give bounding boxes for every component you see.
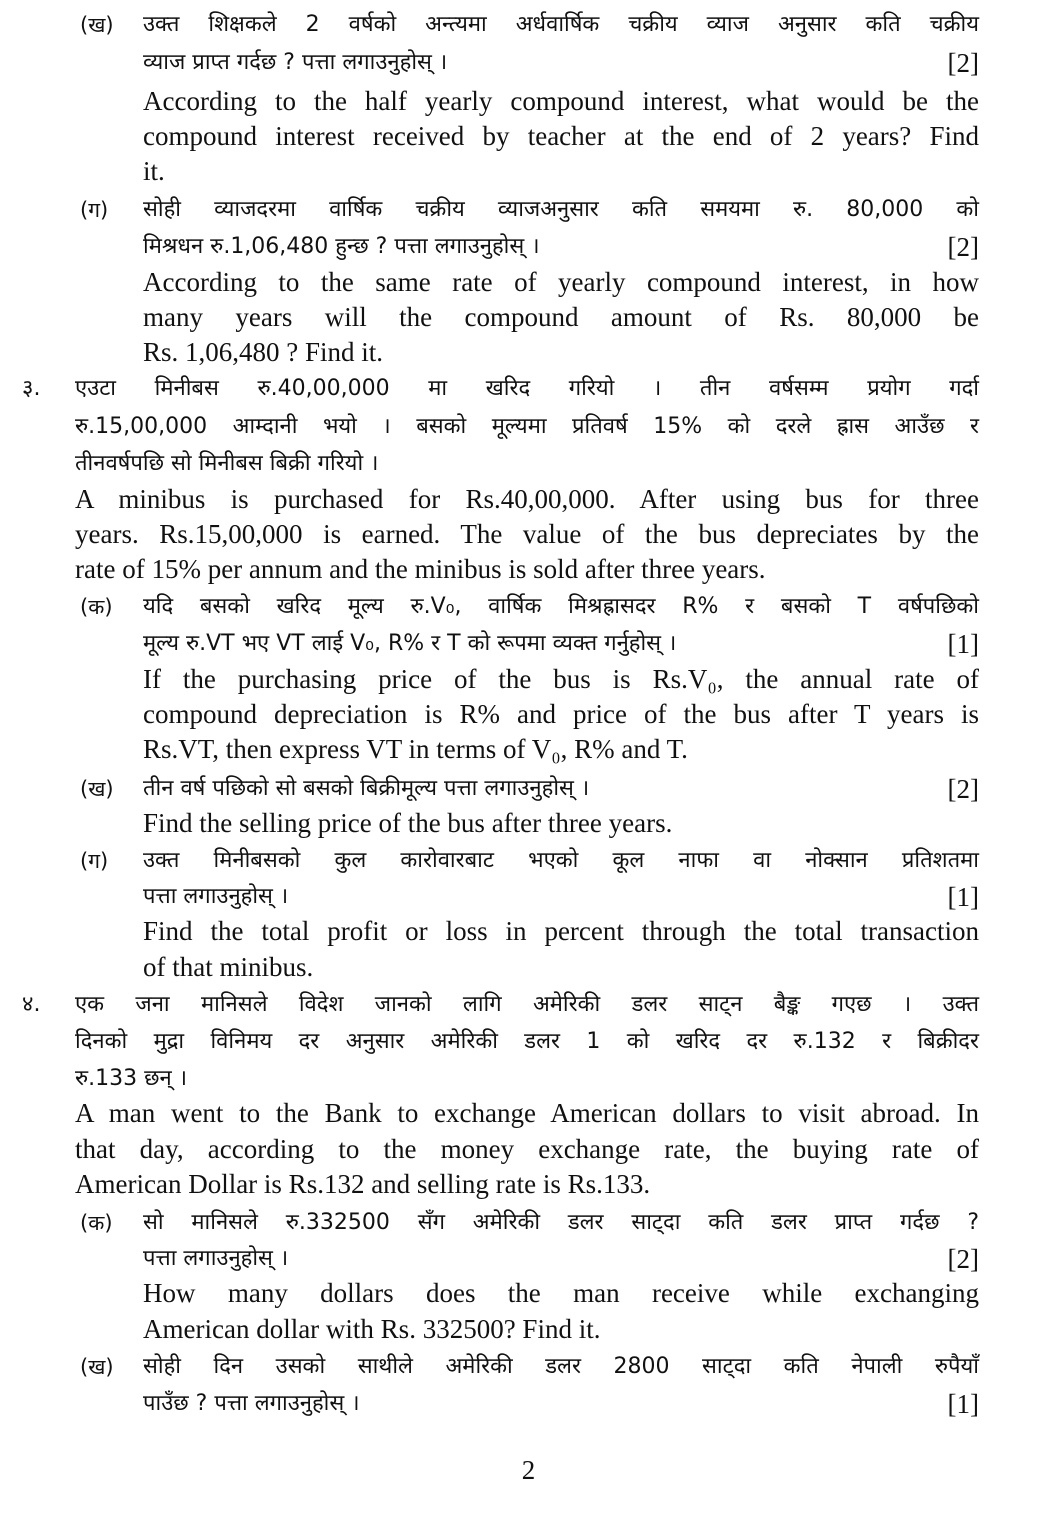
subq-label-2b: (ख) bbox=[80, 13, 114, 37]
q3-np-line-2: रु.15,00,000 आम्दानी भयो । बसको मूल्यमा प्रतिवर्ष 15% को दरले ह्रास आउँछ र bbox=[75, 414, 979, 439]
q3c-marks: [1] bbox=[947, 882, 979, 912]
q3c-np-line-1: उक्त मिनीबसको कुल कारोवारबाट भएको कूल नाफा वा नोक्सान प्रतिशतमा bbox=[143, 848, 979, 873]
q4b-np-line-2: पाउँछ ? पत्ता लगाउनुहोस् । bbox=[143, 1391, 360, 1416]
question-number-4: ४. bbox=[22, 992, 41, 1017]
q4-en-line-3: American Dollar is Rs.132 and selling rate is Rs.133. bbox=[75, 1169, 651, 1199]
q3a-en-line-1: If the purchasing price of the bus is Rs.V₀, the annual rate of bbox=[143, 664, 979, 694]
subq-label-4a: (क) bbox=[80, 1211, 113, 1235]
q3a-en-line-2: compound depreciation is R% and price of the bus after T years is bbox=[143, 699, 979, 729]
q4a-en-line-2: American dollar with Rs. 332500? Find it. bbox=[143, 1314, 601, 1344]
q4-en-line-2: that day, according to the money exchange rate, the buying rate of bbox=[75, 1134, 979, 1164]
q3b-np-line-1: तीन वर्ष पछिको सो बसको बिक्रीमूल्य पत्ता लगाउनुहोस् । bbox=[143, 776, 590, 801]
q2c-en-line-2: many years will the compound amount of Rs. 80,000 be bbox=[143, 302, 979, 332]
q4-np-line-1: एक जना मानिसले विदेश जानको लागि अमेरिकी डलर साट्न बैङ्क गएछ । उक्त bbox=[75, 992, 979, 1017]
q2b-np-line-2: व्याज प्राप्त गर्दछ ? पत्ता लगाउनुहोस् । bbox=[143, 50, 448, 75]
q4-np-line-3: रु.133 छन् । bbox=[75, 1066, 188, 1091]
subq-label-4b: (ख) bbox=[80, 1355, 114, 1379]
q4a-en-line-1: How many dollars does the man receive while exchanging bbox=[143, 1278, 979, 1308]
q4a-np-line-1: सो मानिसले रु.332500 सँग अमेरिकी डलर साट्दा कति डलर प्राप्त गर्दछ ? bbox=[143, 1210, 979, 1235]
q2c-en-line-1: According to the same rate of yearly compound interest, in how bbox=[143, 267, 979, 297]
q4b-np-line-1: सोही दिन उसको साथीले अमेरिकी डलर 2800 साट्दा कति नेपाली रुपैयाँ bbox=[143, 1354, 979, 1379]
q3-np-line-1: एउटा मिनीबस रु.40,00,000 मा खरिद गरियो । तीन वर्षसम्म प्रयोग गर्दा bbox=[75, 376, 979, 401]
q3b-en-line-1: Find the selling price of the bus after three years. bbox=[143, 808, 673, 838]
q2c-marks: [2] bbox=[947, 232, 979, 262]
q3a-en-line-3: Rs.VT, then express VT in terms of V₀, R% and T. bbox=[143, 734, 688, 764]
q3a-np-line-1: यदि बसको खरिद मूल्य रु.V₀, वार्षिक मिश्रह्रासदर R% र बसको T वर्षपछिको bbox=[143, 594, 979, 619]
q2b-np-line-1: उक्त शिक्षकले 2 वर्षको अन्त्यमा अर्धवार्षिक चक्रीय व्याज अनुसार कति चक्रीय bbox=[143, 12, 979, 37]
q4-en-line-1: A man went to the Bank to exchange American dollars to visit abroad. In bbox=[75, 1098, 979, 1128]
q2b-en-line-1: According to the half yearly compound interest, what would be the bbox=[143, 86, 979, 116]
q4a-np-line-2: पत्ता लगाउनुहोस् । bbox=[143, 1246, 289, 1271]
q3a-np-line-2: मूल्य रु.VT भए VT लाई V₀, R% र T को रूपमा व्यक्त गर्नुहोस् । bbox=[143, 631, 677, 656]
q4-np-line-2: दिनको मुद्रा विनिमय दर अनुसार अमेरिकी डलर 1 को खरिद दर रु.132 र बिक्रीदर bbox=[75, 1029, 979, 1054]
q2b-marks: [2] bbox=[947, 48, 979, 78]
q3b-marks: [2] bbox=[947, 774, 979, 804]
q2b-en-line-3: it. bbox=[143, 156, 165, 186]
q3c-np-line-2: पत्ता लगाउनुहोस् । bbox=[143, 884, 289, 909]
q2c-np-line-1: सोही व्याजदरमा वार्षिक चक्रीय व्याजअनुसार कति समयमा रु. 80,000 को bbox=[143, 197, 979, 222]
q3-np-line-3: तीनवर्षपछि सो मिनीबस बिक्री गरियो । bbox=[75, 451, 379, 476]
subq-label-3c: (ग) bbox=[80, 849, 109, 873]
page-number: 2 bbox=[521, 1455, 536, 1485]
q3c-en-line-1: Find the total profit or loss in percent through the total transaction bbox=[143, 916, 979, 946]
q3c-en-line-2: of that minibus. bbox=[143, 952, 314, 982]
subq-label-3a: (क) bbox=[80, 595, 113, 619]
q3a-marks: [1] bbox=[947, 629, 979, 659]
subq-label-3b: (ख) bbox=[80, 777, 114, 801]
q2c-np-line-2: मिश्रधन रु.1,06,480 हुन्छ ? पत्ता लगाउनुहोस् । bbox=[143, 234, 540, 259]
q3-en-line-3: rate of 15% per annum and the minibus is sold after three years. bbox=[75, 554, 766, 584]
question-number-3: ३. bbox=[22, 376, 41, 401]
q4b-marks: [1] bbox=[947, 1389, 979, 1419]
subq-label-2c: (ग) bbox=[80, 198, 109, 222]
q3-en-line-2: years. Rs.15,00,000 is earned. The value of the bus depreciates by the bbox=[75, 519, 979, 549]
q2c-en-line-3: Rs. 1,06,480 ? Find it. bbox=[143, 337, 384, 367]
q3-en-line-1: A minibus is purchased for Rs.40,00,000. After using bus for three bbox=[75, 484, 979, 514]
q2b-en-line-2: compound interest received by teacher at the end of 2 years? Find bbox=[143, 121, 979, 151]
q4a-marks: [2] bbox=[947, 1244, 979, 1274]
